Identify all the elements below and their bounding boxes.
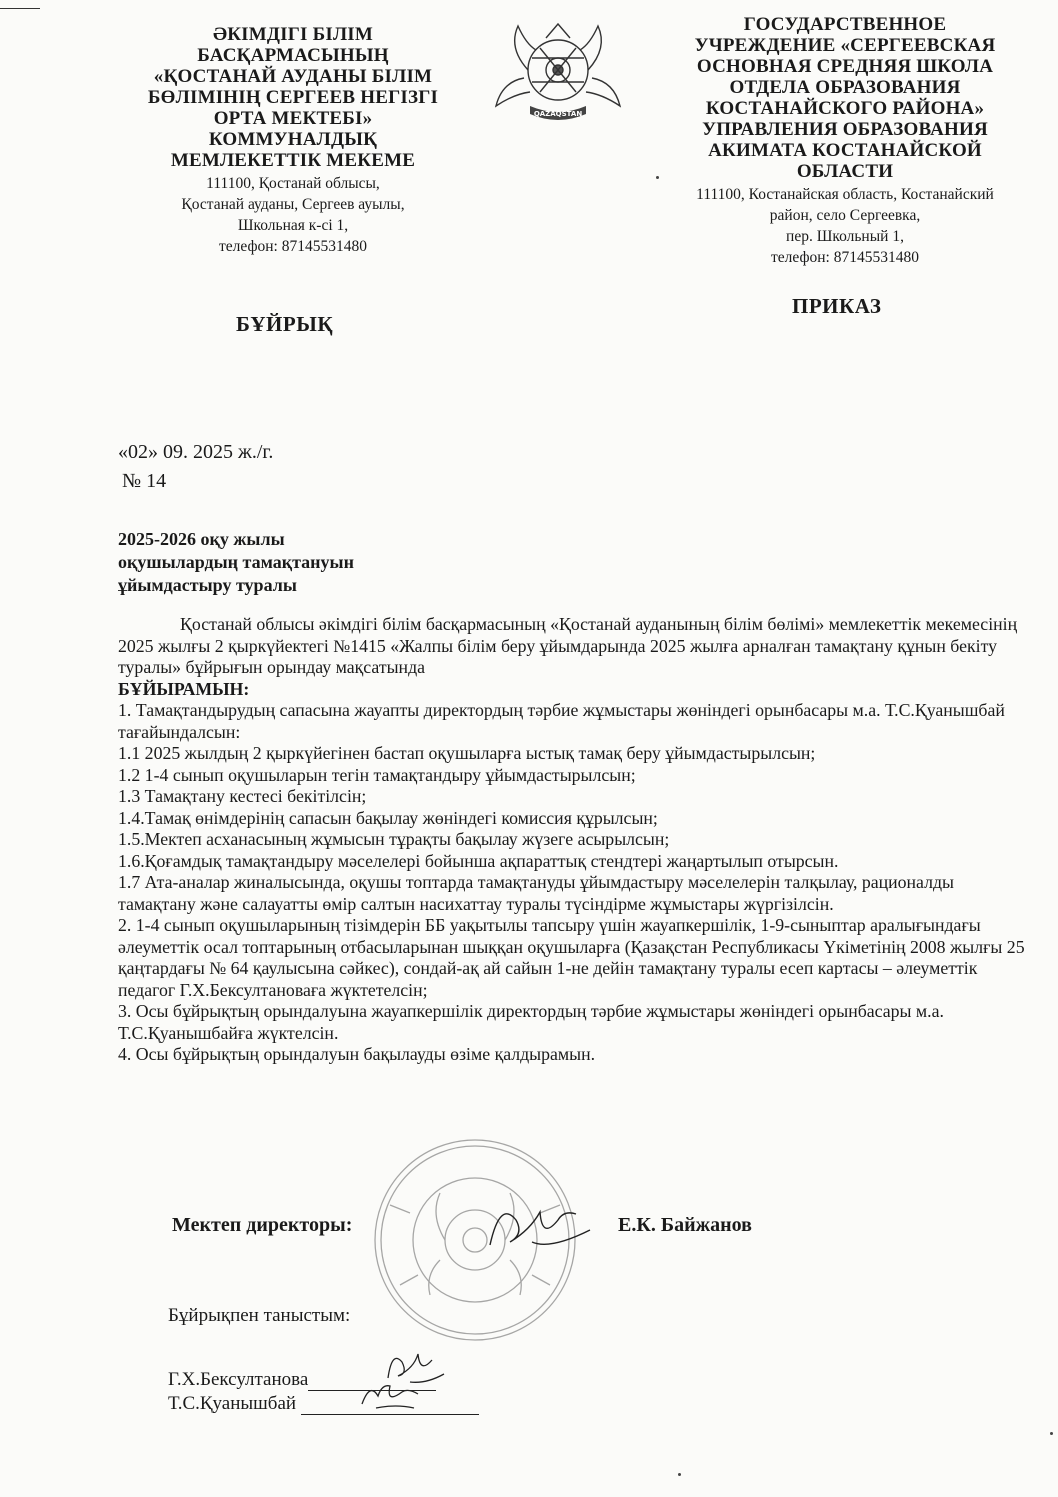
list-item: 1.1 2025 жылдың 2 қыркүйегінен бастап оқушыларға ыстық тамақ беру ұйымдастырылсын; xyxy=(118,743,816,763)
signature-scribble-icon xyxy=(356,1374,426,1414)
preamble: Қостанай облысы әкімдігі білім басқармасының «Қостанай ауданының білім бөлімі» мемлекеттік мекемесінің 2025 жылғы 2 қыркүйектегі №1415 «Жалпы білім беру ұйымдарында 2025 жылға арналған тамақтану құнын бекіту туралы» бұйрығын орындау мақсатында xyxy=(118,614,1018,677)
acknowledged-label: Бұйрықпен таныстым: xyxy=(168,1305,351,1326)
decree-label: БҰЙЫРАМЫН: xyxy=(118,678,250,699)
list-item: 2. 1-4 сынып оқушыларының тізімдерін ББ уақытылы тапсыру үшін жауапкершілік, 1-9-сыныптар аралығындағы әлеуметтік осал топтарының отбасыларынан шыққан оқушыларға (Қазақстан Республикасы Үкіметінің 2008 жылғы 25 қаңтардағы № 64 қаулысына сәйкес), сондай-ақ ай сайын 1-не дейін тамақтану туралы есеп картасы – әлеуметтік педагог Г.Х.Бексултановаға жүктетелсін; xyxy=(118,915,1025,1000)
bullet-dot xyxy=(656,176,659,179)
list-item: 1.5.Мектеп асханасының жұмысын тұрақты бақылау жүзеге асырылсын; xyxy=(118,829,670,849)
list-item: 4. Осы бұйрықтың орындалуын бақылауды өзіме қалдырамын. xyxy=(118,1044,596,1064)
acknowledged-person: Т.С.Қуанышбай xyxy=(168,1393,297,1414)
acknowledged-person: Г.Х.Бексултанова xyxy=(168,1369,309,1390)
list-item: 1.7 Ата-аналар жиналысында, оқушы топтарда тамақтануды ұйымдастыру мәселелерін талқылау, рационалды тамақтану және салауатты өмір салтын насихаттау туралы түсіндірме жұмыстары жүргізілсін. xyxy=(118,872,954,914)
header-left xyxy=(108,24,478,257)
acknowledged-row xyxy=(168,1393,479,1417)
header-right-title: ГОСУДАРСТВЕННОЕ УЧРЕЖДЕНИЕ «СЕРГЕЕВСКАЯ ОСНОВНАЯ СРЕДНЯЯ ШКОЛА ОТДЕЛА ОБРАЗОВАНИЯ КОСТАНАЙСКОГО РАЙОНА» УПРАВЛЕНИЯ ОБРАЗОВАНИЯ АКИМАТА КОСТАНАЙСКОЙ ОБЛАСТИ xyxy=(694,14,996,182)
header-right xyxy=(640,14,1050,268)
order-body xyxy=(118,614,1030,1066)
order-subject: 2025-2026 оқу жылы оқушылардың тамақтануын ұйымдастыру туралы xyxy=(118,529,354,595)
signature-row xyxy=(172,1214,872,1244)
list-item: 3. Осы бұйрықтың орындалуына жауапкершілік директордың тәрбие жұмыстары жөніндегі орынбасары м.а. Т.С.Қуанышбайға жүктелсін. xyxy=(118,1001,944,1043)
list-item: 1. Тамақтандырудың сапасына жауапты директордың тәрбие жұмыстары жөніндегі орынбасары м.а. Т.С.Қуанышбай тағайындалсын: xyxy=(118,700,1005,742)
scan-dot xyxy=(678,1473,681,1476)
scan-dot xyxy=(1050,1432,1053,1435)
list-item: 1.2 1-4 сынып оқушыларын тегін тамақтандыру ұйымдастырылсын; xyxy=(118,764,636,785)
state-emblem-icon xyxy=(488,18,628,130)
order-word-ru: ПРИКАЗ xyxy=(792,294,882,318)
list-item: 1.6.Қоғамдық тамақтандыру мәселелері бойынша ақпараттық стендтері жаңартылып отырсын. xyxy=(118,850,839,871)
svg-text:QAZAQSTAN: QAZAQSTAN xyxy=(533,110,583,118)
header-right-address: 111100, Костанайская область, Костанайский район, село Сергеевка, пер. Школьный 1, телефон: 87145531480 xyxy=(696,186,994,266)
header-left-address: 111100, Қостанай облысы, Қостанай ауданы, Сергеев ауылы, Школьная к-сі 1, телефон: 87145531480 xyxy=(181,175,405,255)
order-date: «02» 09. 2025 ж./г. xyxy=(118,441,274,463)
order-number: № 14 xyxy=(122,470,167,492)
signature-name: Е.К. Байжанов xyxy=(618,1214,752,1236)
corner-mark xyxy=(0,8,40,9)
signature-title: Мектеп директоры: xyxy=(172,1214,353,1236)
header-left-title: ӘКІМДІГІ БІЛІМ БАСҚАРМАСЫНЫҢ «ҚОСТАНАЙ АУДАНЫ БІЛІМ БӨЛІМІНІҢ СЕРГЕЕВ НЕГІЗГІ ОРТА МЕКТЕБІ» КОММУНАЛДЫҚ МЕМЛЕКЕТТІК МЕКЕМЕ xyxy=(147,24,439,171)
order-word-kz: БҰЙРЫҚ xyxy=(236,312,334,336)
list-item: 1.3 Тамақтану кестесі бекітілсін; xyxy=(118,786,367,806)
list-item: 1.4.Тамақ өнімдерінің сапасын бақылау жөніндегі комиссия құрылсын; xyxy=(118,807,658,828)
